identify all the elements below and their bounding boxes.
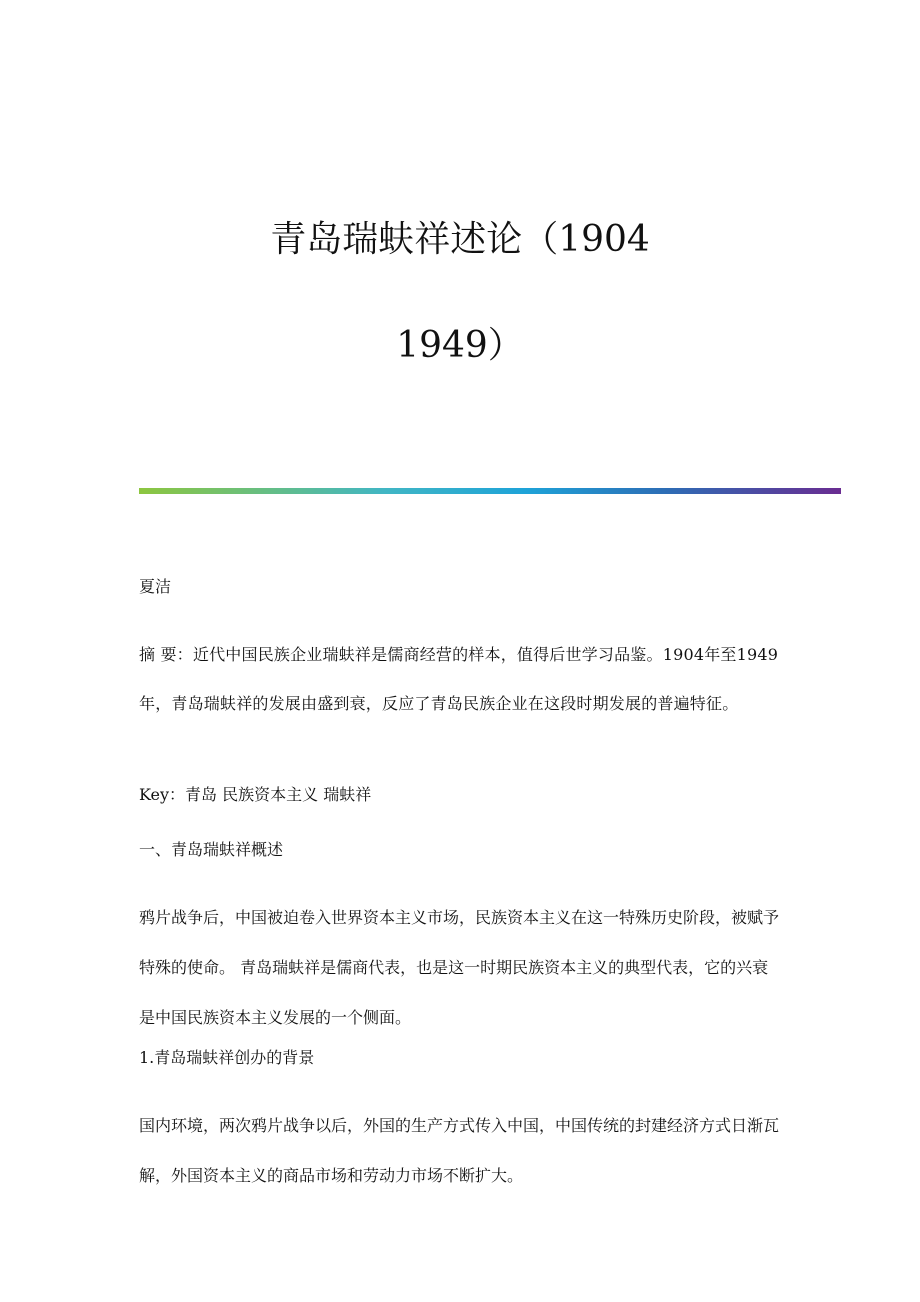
document-title-line-2: 1949） (396, 325, 524, 366)
document-title-line-1: 青岛瑞蚨祥述论（1904 (270, 219, 650, 260)
section-paragraph: 鸦片战争后，中国被迫卷入世界资本主义市场，民族资本主义在这一特殊历史阶段，被赋予特殊的使命。 青岛瑞蚨祥是儒商代表，也是这一时期民族资本主义的典型代表，它的兴衰是中国民族资本主义发展的一个侧面。 (139, 908, 780, 1027)
author-name: 夏洁 (139, 577, 172, 596)
subsection-heading: 1.青岛瑞蚨祥创办的背景 (139, 1048, 315, 1067)
title-divider (139, 488, 841, 494)
abstract-text: 近代中国民族企业瑞蚨祥是儒商经营的样本，值得后世学习品鉴。1904年至1949年，青岛瑞蚨祥的发展由盛到衰，反应了青岛民族企业在这段时期发展的普遍特征。 (139, 645, 779, 713)
abstract-label: 摘 要： (139, 645, 193, 664)
abstract (139, 630, 781, 728)
section-heading: 一、青岛瑞蚨祥概述 (139, 840, 284, 859)
keywords-text: 青岛 民族资本主义 瑞蚨祥 (185, 785, 372, 804)
keywords (139, 784, 781, 806)
subsection-paragraph: 国内环境，两次鸦片战争以后，外国的生产方式传入中国，中国传统的封建经济方式日渐瓦解，外国资本主义的商品市场和劳动力市场不断扩大。 (139, 1116, 780, 1185)
keywords-label: Key： (139, 785, 186, 804)
